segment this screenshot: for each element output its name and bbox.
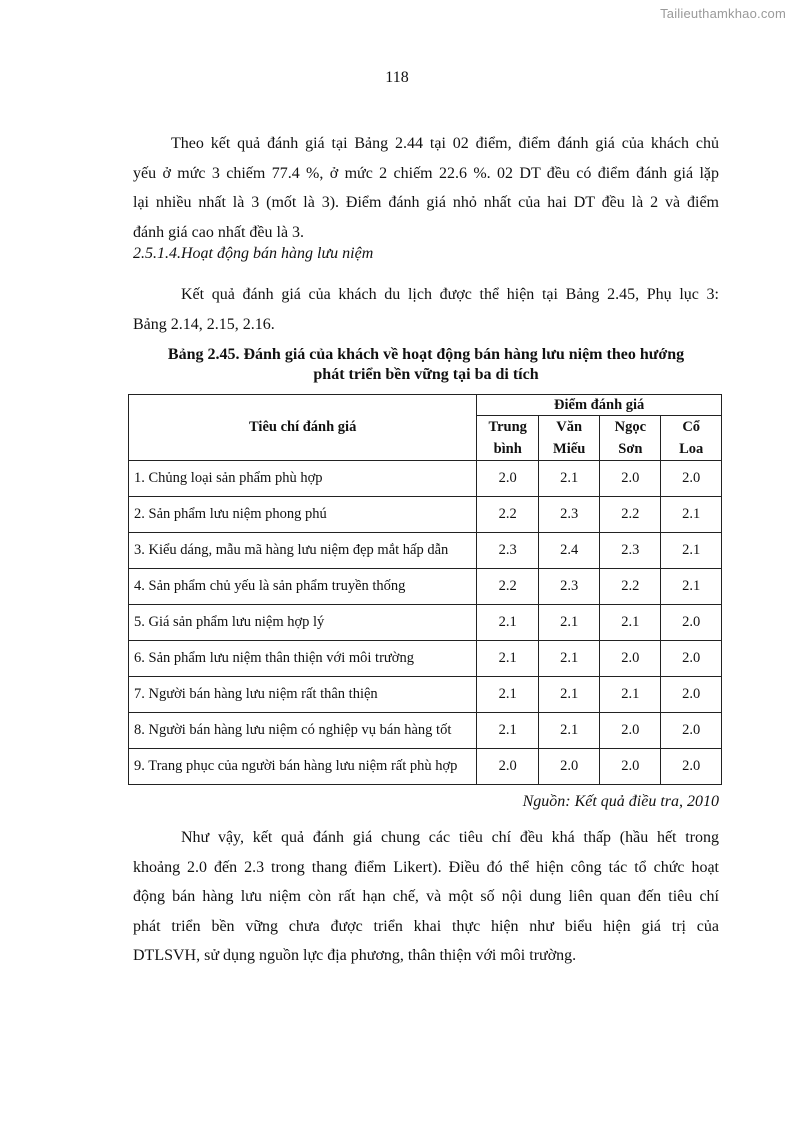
table-row — [129, 749, 722, 785]
score-cell: 2.1 — [661, 569, 722, 605]
criterion-cell: 8. Người bán hàng lưu niệm có nghiệp vụ bán hàng tốt — [129, 713, 477, 749]
score-cell: 2.0 — [661, 461, 722, 497]
score-cell: 2.1 — [477, 677, 539, 713]
criteria-header: Tiêu chí đánh giá — [129, 395, 477, 461]
table-row — [129, 533, 722, 569]
paragraph-intro-2-45 — [133, 280, 719, 339]
score-cell: 2.0 — [661, 641, 722, 677]
score-cell: 2.0 — [600, 641, 661, 677]
table-row — [129, 713, 722, 749]
table-header-row — [129, 395, 722, 416]
score-cell: 2.1 — [600, 677, 661, 713]
score-cell: 2.4 — [539, 533, 600, 569]
score-cell: 2.1 — [661, 533, 722, 569]
source-note: Nguồn: Kết quả điều tra, 2010 — [522, 793, 719, 810]
score-cell: 2.1 — [539, 713, 600, 749]
score-cell: 2.2 — [600, 569, 661, 605]
column-header-line: Ngọc — [614, 419, 647, 435]
score-cell: 2.0 — [661, 677, 722, 713]
criterion-cell: 9. Trang phục của người bán hàng lưu niệm rất phù hợp — [129, 749, 477, 785]
criterion-cell: 2. Sản phẩm lưu niệm phong phú — [129, 497, 477, 533]
paragraph-line: yếu ở mức 3 chiếm 77.4 %, ở mức 2 chiếm 22.6 %. 02 DT đều có điểm đánh giá lặp — [133, 164, 719, 182]
table-caption-line: Bảng 2.45. Đánh giá của khách về hoạt động bán hàng lưu niệm theo hướng — [167, 346, 685, 363]
score-cell: 2.0 — [477, 749, 539, 785]
table-body — [129, 461, 722, 785]
table-row — [129, 497, 722, 533]
paragraph-line: động bán hàng lưu niệm còn rất hạn chế, và một số nội dung liên quan đến tiêu chí — [133, 888, 719, 905]
section-heading: 2.5.1.4.Hoạt động bán hàng lưu niệm — [133, 245, 374, 262]
score-cell: 2.0 — [539, 749, 600, 785]
table-row — [129, 461, 722, 497]
score-cell: 2.2 — [600, 497, 661, 533]
paragraph-line: phát triển bền vững chưa được triển khai thực hiện như biểu hiện giá trị của — [133, 917, 719, 935]
table-row — [129, 641, 722, 677]
score-cell: 2.0 — [600, 713, 661, 749]
paragraph-line: Bảng 2.14, 2.15, 2.16. — [133, 315, 275, 333]
column-header-line: Miếu — [553, 441, 586, 457]
score-cell: 2.3 — [539, 497, 600, 533]
score-cell: 2.0 — [477, 461, 539, 497]
score-cell: 2.3 — [539, 569, 600, 605]
column-header-line: Văn — [556, 419, 583, 435]
score-header: Điểm đánh giá — [477, 395, 722, 416]
score-cell: 2.1 — [477, 713, 539, 749]
column-header-co-loa — [661, 416, 722, 461]
paragraph-line: DTLSVH, sử dụng nguồn lực địa phương, thân thiện với môi trường. — [133, 947, 577, 964]
criterion-cell: 1. Chủng loại sản phẩm phù hợp — [129, 461, 477, 497]
criterion-cell: 5. Giá sản phẩm lưu niệm hợp lý — [129, 605, 477, 641]
score-cell: 2.1 — [477, 641, 539, 677]
column-header-average — [477, 416, 539, 461]
evaluation-table — [128, 394, 722, 785]
table-caption — [133, 345, 719, 385]
criterion-cell: 7. Người bán hàng lưu niệm rất thân thiện — [129, 677, 477, 713]
column-header-van-mieu — [539, 416, 600, 461]
column-header-line: Cổ — [682, 419, 701, 435]
table-row — [129, 605, 722, 641]
table-row — [129, 677, 722, 713]
paragraph-line: đánh giá cao nhất đều là 3. — [133, 223, 305, 241]
column-header-line: Loa — [679, 441, 704, 457]
table-row — [129, 569, 722, 605]
column-header-ngoc-son — [600, 416, 661, 461]
score-cell: 2.1 — [539, 641, 600, 677]
score-cell: 2.2 — [477, 569, 539, 605]
score-cell: 2.3 — [477, 533, 539, 569]
watermark: Tailieuthamkhao.com — [660, 6, 786, 21]
page-number: 118 — [385, 69, 409, 86]
paragraph-results-2-44 — [133, 129, 719, 247]
score-cell: 2.0 — [600, 461, 661, 497]
column-header-line: bình — [493, 441, 522, 457]
criterion-cell: 6. Sản phẩm lưu niệm thân thiện với môi trường — [129, 641, 477, 677]
criterion-cell: 3. Kiểu dáng, mẫu mã hàng lưu niệm đẹp mắt hấp dẫn — [129, 533, 477, 569]
criterion-cell: 4. Sản phẩm chủ yếu là sản phẩm truyền thống — [129, 569, 477, 605]
score-cell: 2.1 — [661, 497, 722, 533]
score-cell: 2.0 — [600, 749, 661, 785]
paragraph-conclusion — [133, 823, 719, 971]
paragraph-line: Theo kết quả đánh giá tại Bảng 2.44 tại 02 điểm, điểm đánh giá của khách chủ — [171, 135, 719, 152]
score-cell: 2.0 — [661, 605, 722, 641]
score-cell: 2.0 — [661, 749, 722, 785]
paragraph-line: Kết quả đánh giá của khách du lịch được thể hiện tại Bảng 2.45, Phụ lục 3: — [181, 286, 719, 303]
score-cell: 2.1 — [539, 461, 600, 497]
score-cell: 2.1 — [477, 605, 539, 641]
column-header-line: Trung — [488, 419, 527, 435]
score-cell: 2.1 — [539, 677, 600, 713]
score-cell: 2.1 — [600, 605, 661, 641]
column-header-line: Sơn — [618, 441, 643, 457]
paragraph-line: lại nhiều nhất là 3 (mốt là 3). Điểm đánh giá nhỏ nhất của hai DT đều là 2 và điểm — [133, 194, 719, 211]
score-cell: 2.0 — [661, 713, 722, 749]
score-cell: 2.1 — [539, 605, 600, 641]
paragraph-line: khoảng 2.0 đến 2.3 trong thang điểm Likert). Điều đó thể hiện công tác tổ chức hoạt — [133, 858, 719, 876]
table-caption-line: phát triển bền vững tại ba di tích — [313, 366, 539, 383]
score-cell: 2.3 — [600, 533, 661, 569]
paragraph-line: Như vậy, kết quả đánh giá chung các tiêu chí đều khá thấp (hầu hết trong — [181, 829, 719, 846]
score-cell: 2.2 — [477, 497, 539, 533]
